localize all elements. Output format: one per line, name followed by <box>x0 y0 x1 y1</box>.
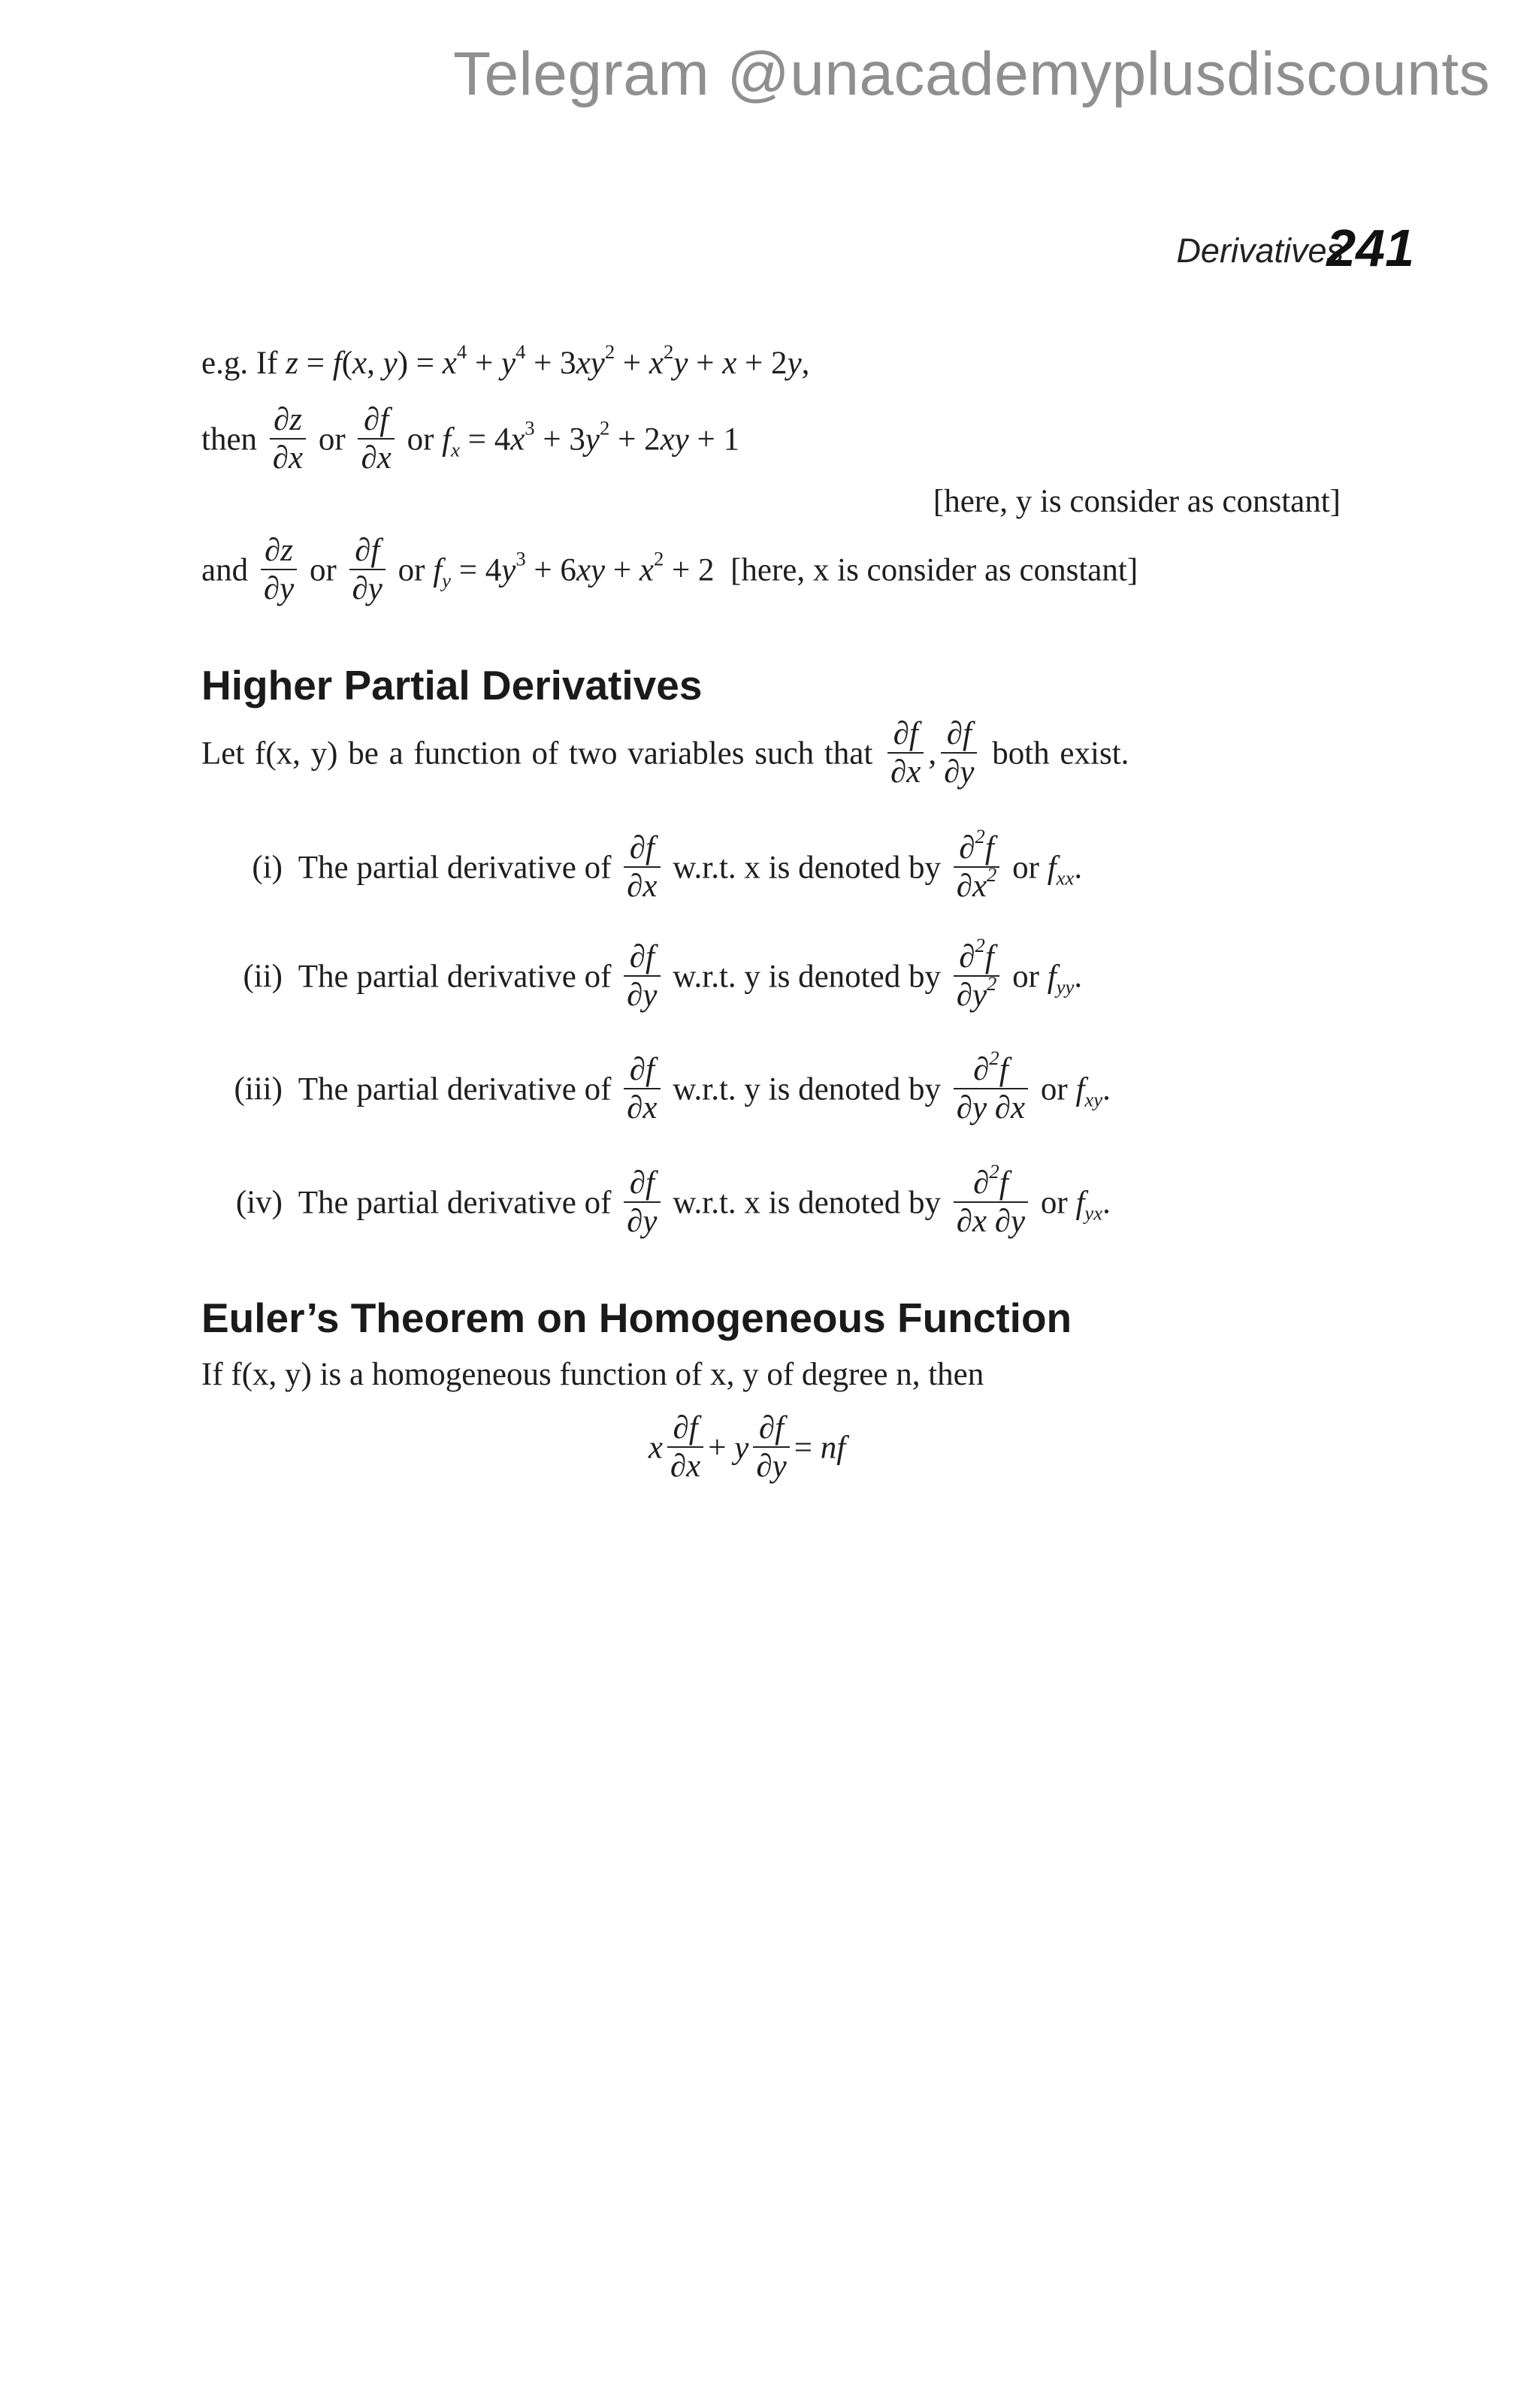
item-text: The partial derivative of <box>298 959 612 995</box>
list-item-ii: (ii) The partial derivative of $\frac{\partial f}{\partial y}$ w.r.t. y is denoted by $\frac{\partial^2f}{\partial y^2}$ or $f_{yy}$. <box>225 941 1082 1017</box>
and-label: and <box>201 552 249 588</box>
fraction-df-dx: $\frac{\partial f}{\partial x}$ <box>358 401 394 477</box>
fraction-d2f-dy2: $\frac{\partial^2f}{\partial y^2}$ <box>954 938 1000 1014</box>
item-marker: (i) <box>252 850 283 886</box>
note-x-constant: [here, x is consider as constant] <box>730 552 1138 588</box>
fraction-df-dy: $\frac{\partial f}{\partial y}$ <box>753 1409 789 1485</box>
fraction-df-dy: $\frac{\partial f}{\partial y}$ <box>941 715 977 791</box>
item-marker: (iv) <box>235 1185 283 1221</box>
euler-statement: If f(x, y) is a homogeneous function of x, y of degree n, then <box>201 1357 984 1392</box>
intro-text: Let f(x, y) be a function of two variables such that <box>201 736 873 772</box>
list-item-i: (i) The partial derivative of $\frac{\partial f}{\partial x}$ w.r.t. x is denoted by $\frac{\partial^2f}{\partial x^2}$ or $f_{xx}$. <box>225 832 1082 908</box>
partial-y-line: and $\frac{\partial z}{\partial y}$ or $\frac{\partial f}{\partial y}$ or $f_y = 4y^3 + 6xy + x^2 + 2$ [here, x is consider as constant] <box>201 533 1138 607</box>
or-label: or <box>407 421 434 458</box>
or-label: or <box>1012 850 1039 886</box>
fraction-df-dx: $\frac{\partial f}{\partial x}$ <box>887 715 924 791</box>
or-label: or <box>1040 1185 1068 1221</box>
eg-prefix: e.g. If <box>201 346 286 381</box>
running-title: Derivatives <box>1176 231 1344 270</box>
note-y-constant: [here, y is consider as constant] <box>933 484 1341 519</box>
item-wrt: w.r.t. y is denoted by <box>673 1071 941 1107</box>
item-marker: (iii) <box>234 1071 283 1107</box>
list-item-iv: (iv) The partial derivative of $\frac{\partial f}{\partial y}$ w.r.t. x is denoted by $\frac{\partial^2f}{\partial x \partial y}$ or $f_{yx}$. <box>225 1168 1111 1243</box>
fraction-df-dx: $\frac{\partial f}{\partial x}$ <box>667 1409 703 1485</box>
fraction-df-dx: $\frac{\partial f}{\partial x}$ <box>624 1051 660 1127</box>
section-heading-higher-partial: Higher Partial Derivatives <box>201 662 703 709</box>
page-number: 241 <box>1326 219 1414 277</box>
item-text: The partial derivative of <box>298 1071 612 1107</box>
example-function-line: e.g. If z = f(x, $y) = x^4 + y^4 + 3xy^2 + x^2y + x + 2y$, <box>201 340 810 381</box>
or-label: or <box>1040 1071 1068 1107</box>
item-text: The partial derivative of <box>298 1185 612 1221</box>
or-label: or <box>398 552 425 588</box>
fraction-d2f-dxdy: $\frac{\partial^2f}{\partial x \partial y}$ <box>954 1165 1028 1240</box>
item-wrt: w.r.t. x is denoted by <box>673 850 941 886</box>
fraction-df-dx: $\frac{\partial f}{\partial x}$ <box>624 829 660 905</box>
fraction-dz-dx: $\frac{\partial z}{\partial x}$ <box>270 401 306 477</box>
fraction-dz-dy: $\frac{\partial z}{\partial y}$ <box>261 532 297 608</box>
fraction-d2f-dydx: $\frac{\partial^2f}{\partial y \partial x}$ <box>954 1051 1028 1127</box>
or-label: or <box>1012 959 1039 995</box>
fraction-df-dy: $\frac{\partial f}{\partial y}$ <box>349 532 386 608</box>
then-label: then <box>201 421 258 458</box>
or-label: or <box>318 421 346 458</box>
higher-partial-intro: Let f(x, y) be a function of two variables such that $\frac{\partial f}{\partial x}$ , $\frac{\partial f}{\partial y}$ both exist. <box>201 716 1129 790</box>
item-marker: (ii) <box>243 959 283 995</box>
list-item-iii: (iii) The partial derivative of $\frac{\partial f}{\partial x}$ w.r.t. y is denoted by $\frac{\partial^2f}{\partial y \partial x}$ or $f_{xy}$. <box>225 1054 1111 1130</box>
section-heading-euler: Euler’s Theorem on Homogeneous Function <box>201 1295 1072 1341</box>
euler-equation: x $\frac{\partial f}{\partial x}$ + y $\frac{\partial f}{\partial y}$ = nf <box>648 1410 846 1485</box>
item-wrt: w.r.t. y is denoted by <box>673 959 941 995</box>
watermark: Telegram @unacademyplusdiscounts <box>452 40 1490 108</box>
or-label: or <box>309 552 337 588</box>
item-text: The partial derivative of <box>298 850 612 886</box>
fraction-d2f-dx2: $\frac{\partial^2f}{\partial x^2}$ <box>954 829 1000 905</box>
fraction-df-dy: $\frac{\partial f}{\partial y}$ <box>624 938 660 1014</box>
intro-suffix: both exist. <box>992 736 1129 772</box>
partial-x-line: then $\frac{\partial z}{\partial x}$ or $\frac{\partial f}{\partial x}$ or $f_x = 4x^3 + 3y^2 + 2xy + 1$ <box>201 402 740 476</box>
fraction-df-dy: $\frac{\partial f}{\partial y}$ <box>624 1165 660 1240</box>
item-wrt: w.r.t. x is denoted by <box>673 1185 941 1221</box>
